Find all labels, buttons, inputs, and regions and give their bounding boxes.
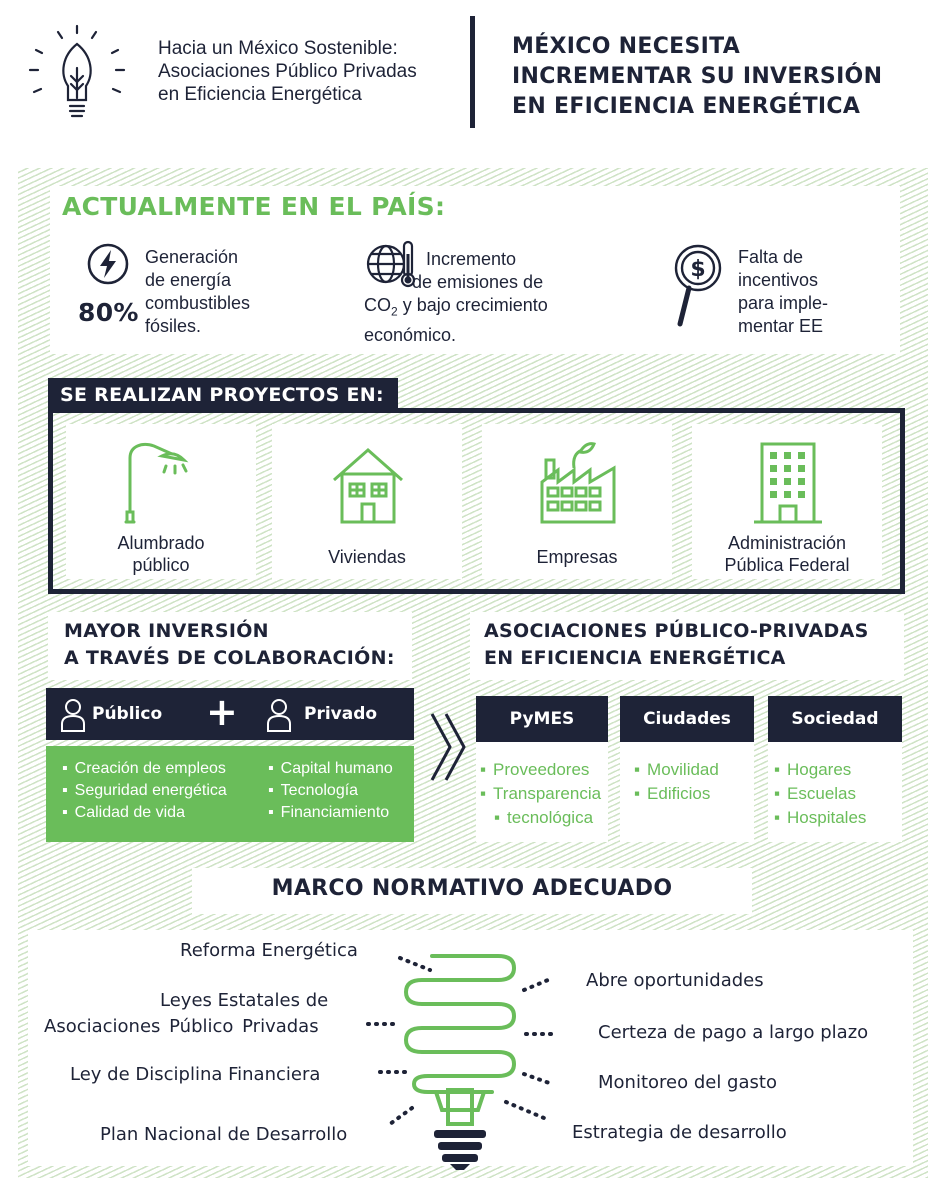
list-item: ▪ Proveedores: [480, 758, 616, 782]
list-item: ▪ Escuelas: [774, 782, 866, 806]
project-label-empresas: Empresas: [536, 547, 618, 567]
project-label-viviendas: Viviendas: [328, 547, 406, 567]
incentives-text: Falta de incentivos para imple- mentar EE: [738, 247, 829, 336]
col-pymes-list: [480, 758, 616, 830]
list-item: ▪ Calidad de vida: [62, 802, 227, 824]
header-title: MÉXICO NECESITA INCREMENTAR SU INVERSIÓN EN EFICIENCIA ENERGÉTICA: [512, 34, 883, 119]
fossil-text: Generación de energía combustibles fósiles.: [145, 247, 251, 336]
project-label-administracion: Administración Pública Federal: [724, 533, 850, 575]
proyectos-title: SE REALIZAN PROYECTOS EN:: [48, 378, 398, 412]
marco-left-2a: Leyes Estatales de: [160, 990, 329, 1011]
header: [0, 0, 939, 140]
list-item: ▪ Financiamiento: [268, 802, 393, 824]
fossil-percent: 80%: [78, 298, 139, 327]
list-item: ▪ Hospitales: [774, 806, 866, 830]
privado-label: Privado: [304, 704, 378, 724]
person-icon: [266, 698, 292, 732]
svg-text:$: $: [690, 257, 706, 282]
marco-right-4: Estrategia de desarrollo: [572, 1122, 787, 1143]
list-item: ▪ Hogares: [774, 758, 866, 782]
marco-left-3: Ley de Disciplina Financiera: [70, 1064, 321, 1085]
marco-title: MARCO NORMATIVO ADECUADO: [271, 876, 673, 901]
publico-label: Público: [92, 704, 163, 724]
header-divider: [470, 16, 475, 128]
list-item: ▪ tecnológica: [480, 806, 616, 830]
list-item: ▪ Transparencia: [480, 782, 616, 806]
double-chevron-icon: [428, 712, 470, 782]
marco-left-4: Plan Nacional de Desarrollo: [100, 1124, 348, 1145]
project-label-alumbrado: Alumbrado público: [117, 533, 205, 575]
marco-left-1: Reforma Energética: [180, 940, 358, 961]
dollar-magnifier-icon: [670, 242, 726, 334]
factory-icon: [538, 438, 618, 526]
person-icon: [60, 698, 86, 732]
col-ciudades-list: [634, 758, 719, 806]
emissions-text: Incremento de emisiones de $CO_2$ y bajo crecimiento económico.: [364, 249, 548, 345]
marco-right-1: Abre oportunidades: [586, 970, 764, 991]
house-icon: [330, 444, 406, 526]
col-ciudades-header: Ciudades: [620, 696, 754, 742]
col-sociedad-list: [774, 758, 866, 830]
building-icon: [752, 440, 824, 524]
actualmente-title: ACTUALMENTE EN EL PAÍS:: [62, 192, 446, 221]
app-title: ASOCIACIONES PÚBLICO-PRIVADAS EN EFICIENCIA ENERGÉTICA: [484, 620, 869, 669]
col-sociedad-header: Sociedad: [768, 696, 902, 742]
list-item: ▪ Movilidad: [634, 758, 719, 782]
list-item: ▪ Seguridad energética: [62, 780, 227, 802]
plus-sign: +: [206, 690, 238, 734]
benefits-list-right: [268, 758, 393, 824]
list-item: ▪ Tecnología: [268, 780, 393, 802]
inversion-title: MAYOR INVERSIÓN A TRAVÉS DE COLABORACIÓN:: [64, 620, 395, 669]
list-item: ▪ Capital humano: [268, 758, 393, 780]
marco-right-3: Monitoreo del gasto: [598, 1072, 777, 1093]
list-item: ▪ Creación de empleos: [62, 758, 227, 780]
street-lamp-icon: [118, 436, 198, 528]
benefits-list-left: [62, 758, 227, 824]
header-subtitle: Hacia un México Sostenible: Asociaciones Público Privadas en Eficiencia Energética: [158, 38, 417, 105]
list-item: ▪ Edificios: [634, 782, 719, 806]
lightbulb-icon: [22, 22, 132, 132]
marco-left-2b: Asociaciones Público Privadas: [44, 1016, 319, 1037]
col-pymes-header: PyMES: [476, 696, 608, 742]
marco-right-2: Certeza de pago a largo plazo: [598, 1022, 869, 1043]
cfl-bulb-icon: [360, 940, 560, 1172]
lightning-icon: [86, 242, 130, 286]
